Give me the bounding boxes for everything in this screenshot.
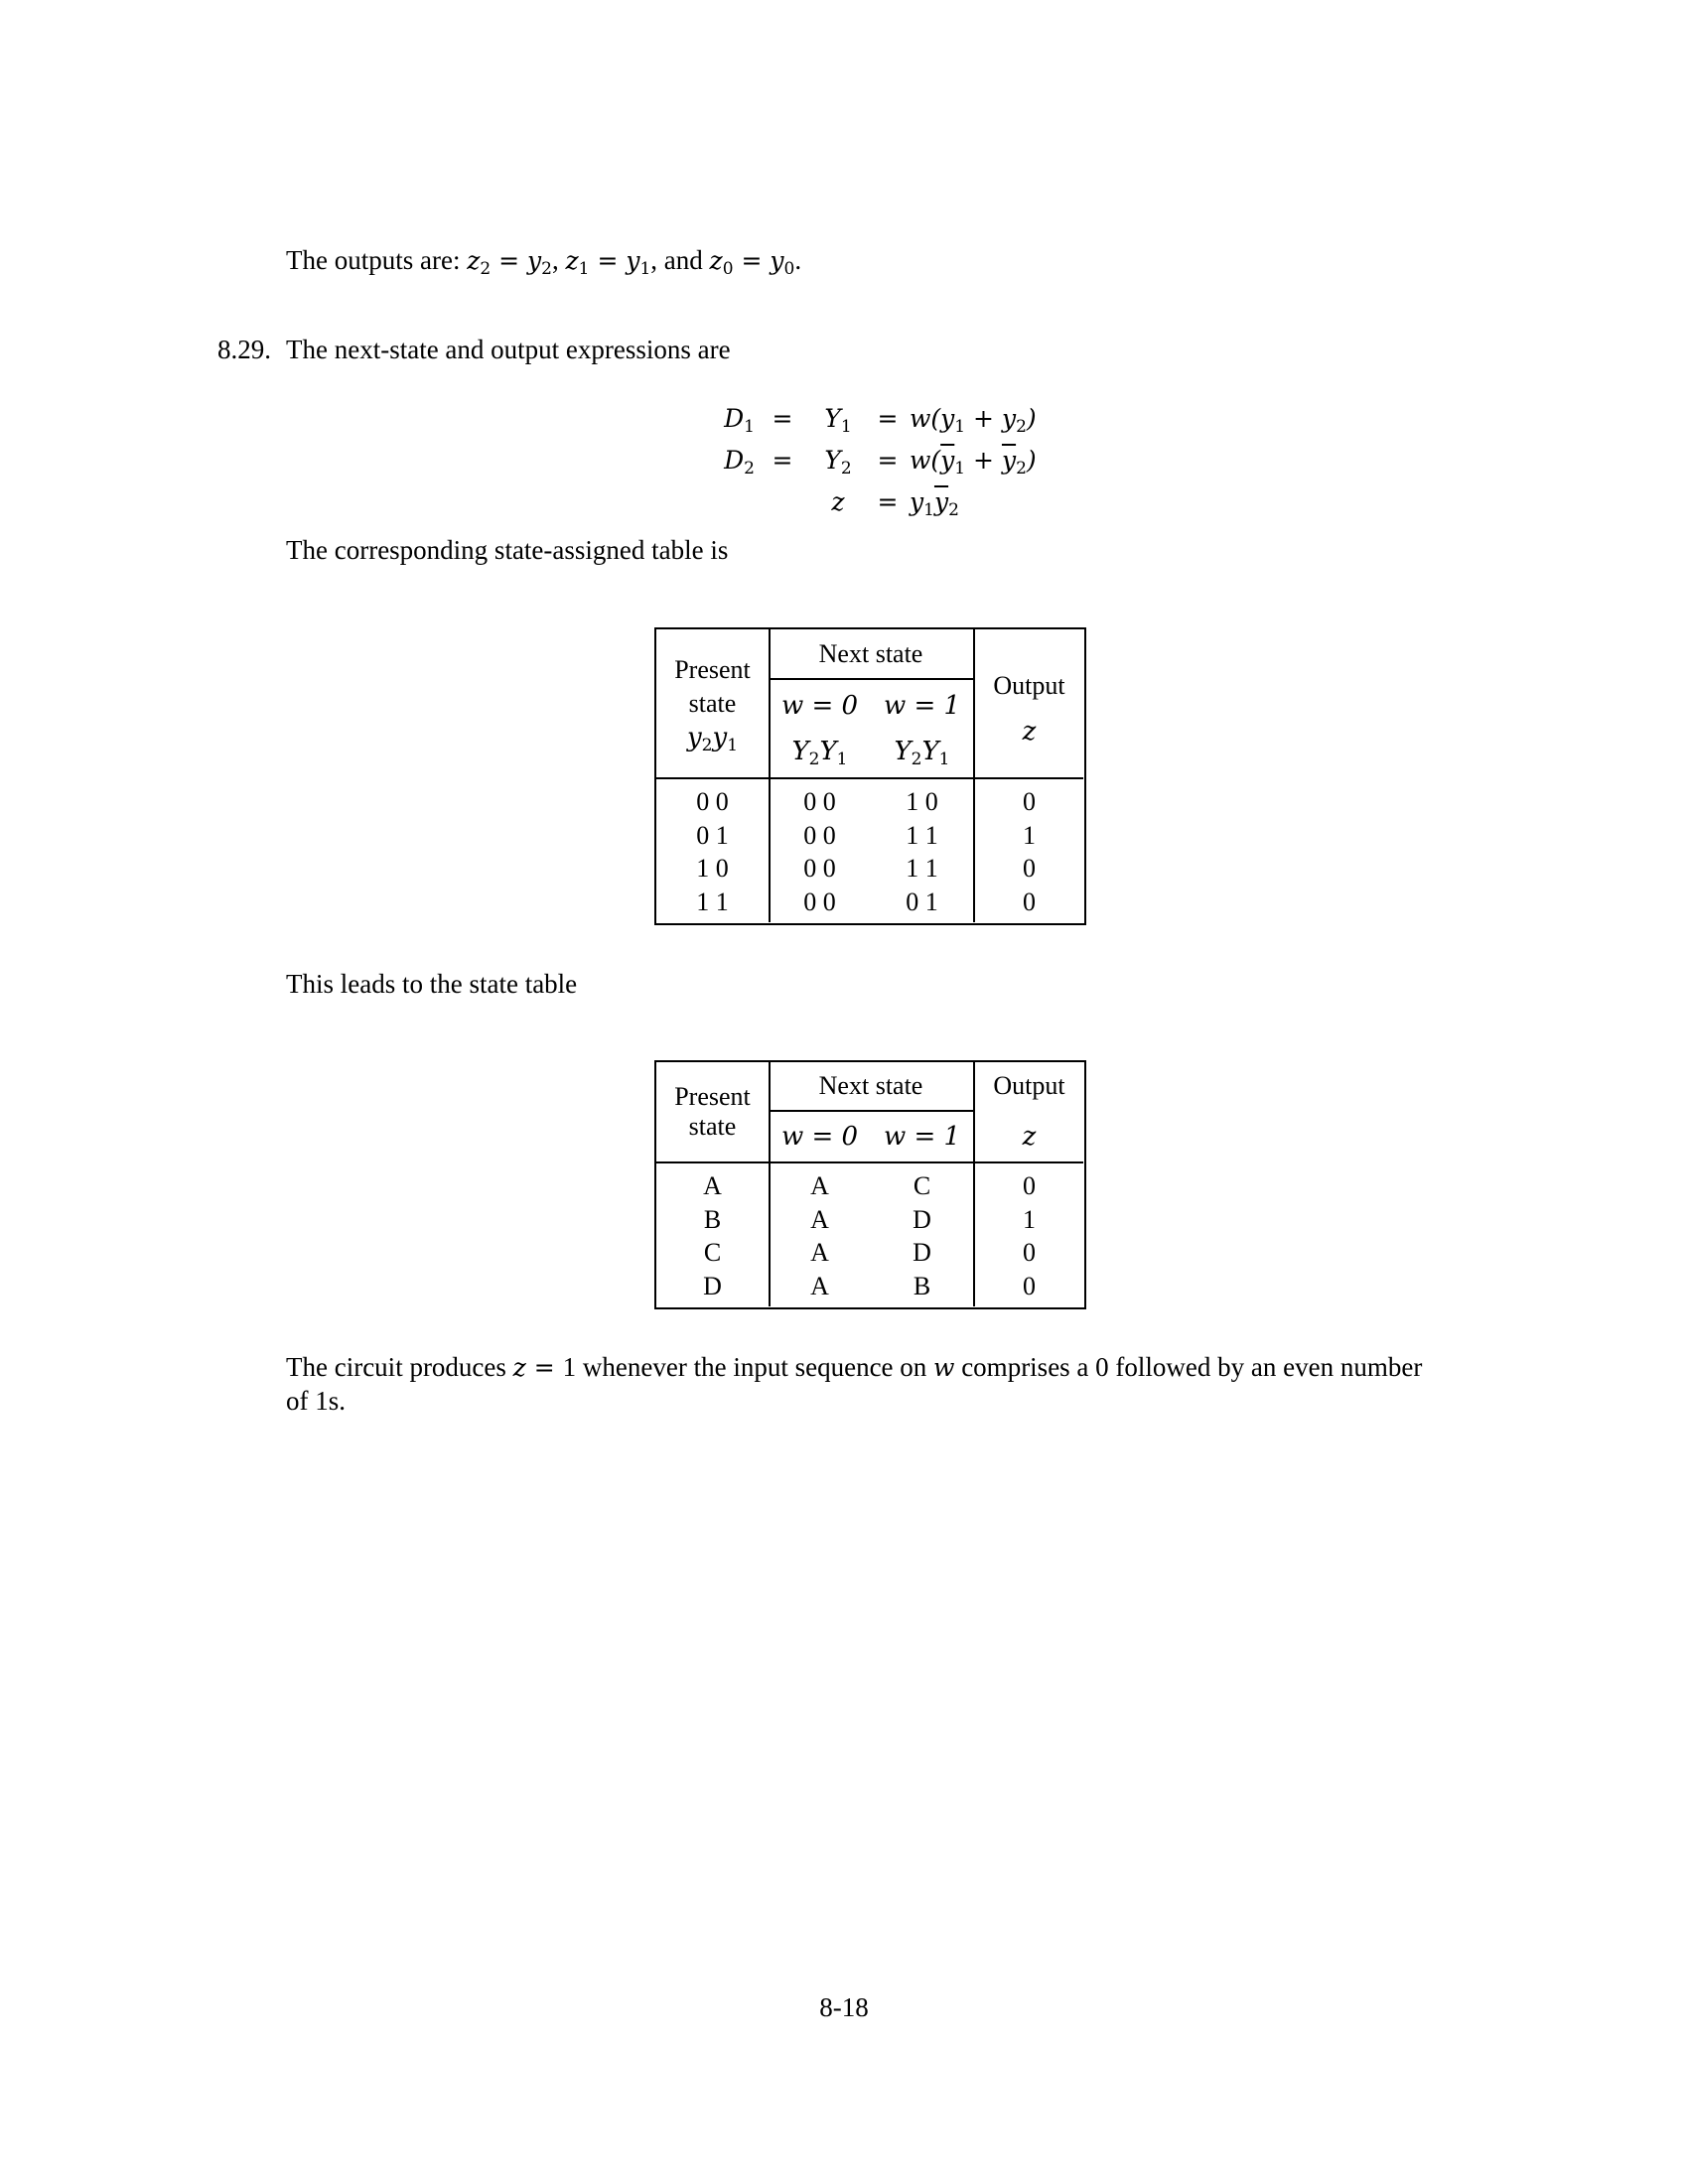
- w0-header: w = 0: [780, 1122, 859, 1152]
- conclusion-line-2: of 1s.: [286, 1386, 346, 1416]
- output-column: 0 1 0 0: [1023, 787, 1036, 916]
- next-state-w1-column: C D D B: [913, 1171, 931, 1300]
- present-state-label-2: state: [688, 1112, 737, 1141]
- w1-header: w = 1: [883, 691, 961, 721]
- problem-intro: The next-state and output expressions are: [286, 335, 731, 364]
- divider: [656, 1161, 1083, 1163]
- present-state-label-2: state: [688, 689, 737, 718]
- equation-row-2: $D_2$ = $Y_2$ = $w(\overline{y}_1 + \overline{y}_2)$: [724, 445, 1037, 478]
- state-table-intro: This leads to the state table: [286, 969, 578, 999]
- w1-subheader: $Y_2Y_1$: [894, 737, 950, 769]
- present-state-label-1: Present: [674, 1082, 751, 1111]
- next-state-w0-column: 0 0 0 0 0 0 0 0: [803, 787, 836, 916]
- present-state-label-1: Present: [674, 655, 751, 684]
- next-state-header: Next state: [818, 639, 923, 668]
- output-var: z: [1022, 717, 1037, 747]
- equation-row-3: z = $y_1\overline{y}_2$: [831, 486, 959, 520]
- equation-row-1: $D_1$ = $Y_1$ = $w(y_1 + y_2)$: [724, 403, 1037, 437]
- output-var: z: [1022, 1122, 1037, 1152]
- w0-header: w = 0: [780, 691, 859, 721]
- output-column: 0 1 0 0: [1023, 1171, 1036, 1300]
- w1-header: w = 1: [883, 1122, 961, 1152]
- next-state-header: Next state: [818, 1071, 923, 1100]
- state-assigned-table: [654, 627, 1086, 925]
- outputs-line: The outputs are: $z_2 = y_2$, $z_1 = y_1$, and $z_0 = y_0$.: [286, 245, 802, 279]
- page-number: 8-18: [819, 1992, 869, 2022]
- next-state-w1-column: 1 0 1 1 1 1 0 1: [906, 787, 938, 916]
- divider: [769, 678, 973, 680]
- conclusion-line-1: The circuit produces z = 1 whenever the input sequence on w comprises a 0 followed by an even number: [286, 1352, 1423, 1382]
- output-header: Output: [993, 671, 1065, 700]
- w0-subheader: $Y_2Y_1$: [791, 737, 848, 769]
- present-state-vars: $y_2y_1$: [686, 723, 739, 755]
- present-state-column: A B C D: [703, 1171, 722, 1300]
- problem-number: 8.29.: [217, 335, 271, 364]
- equations-block: [695, 397, 1037, 522]
- divider: [656, 777, 1083, 779]
- state-assigned-intro: The corresponding state-assigned table is: [286, 535, 729, 565]
- state-table: [654, 1060, 1086, 1309]
- next-state-w0-column: A A A A: [810, 1171, 829, 1300]
- present-state-column: 0 0 0 1 1 0 1 1: [696, 787, 729, 916]
- divider: [769, 1110, 973, 1112]
- output-header: Output: [993, 1071, 1065, 1100]
